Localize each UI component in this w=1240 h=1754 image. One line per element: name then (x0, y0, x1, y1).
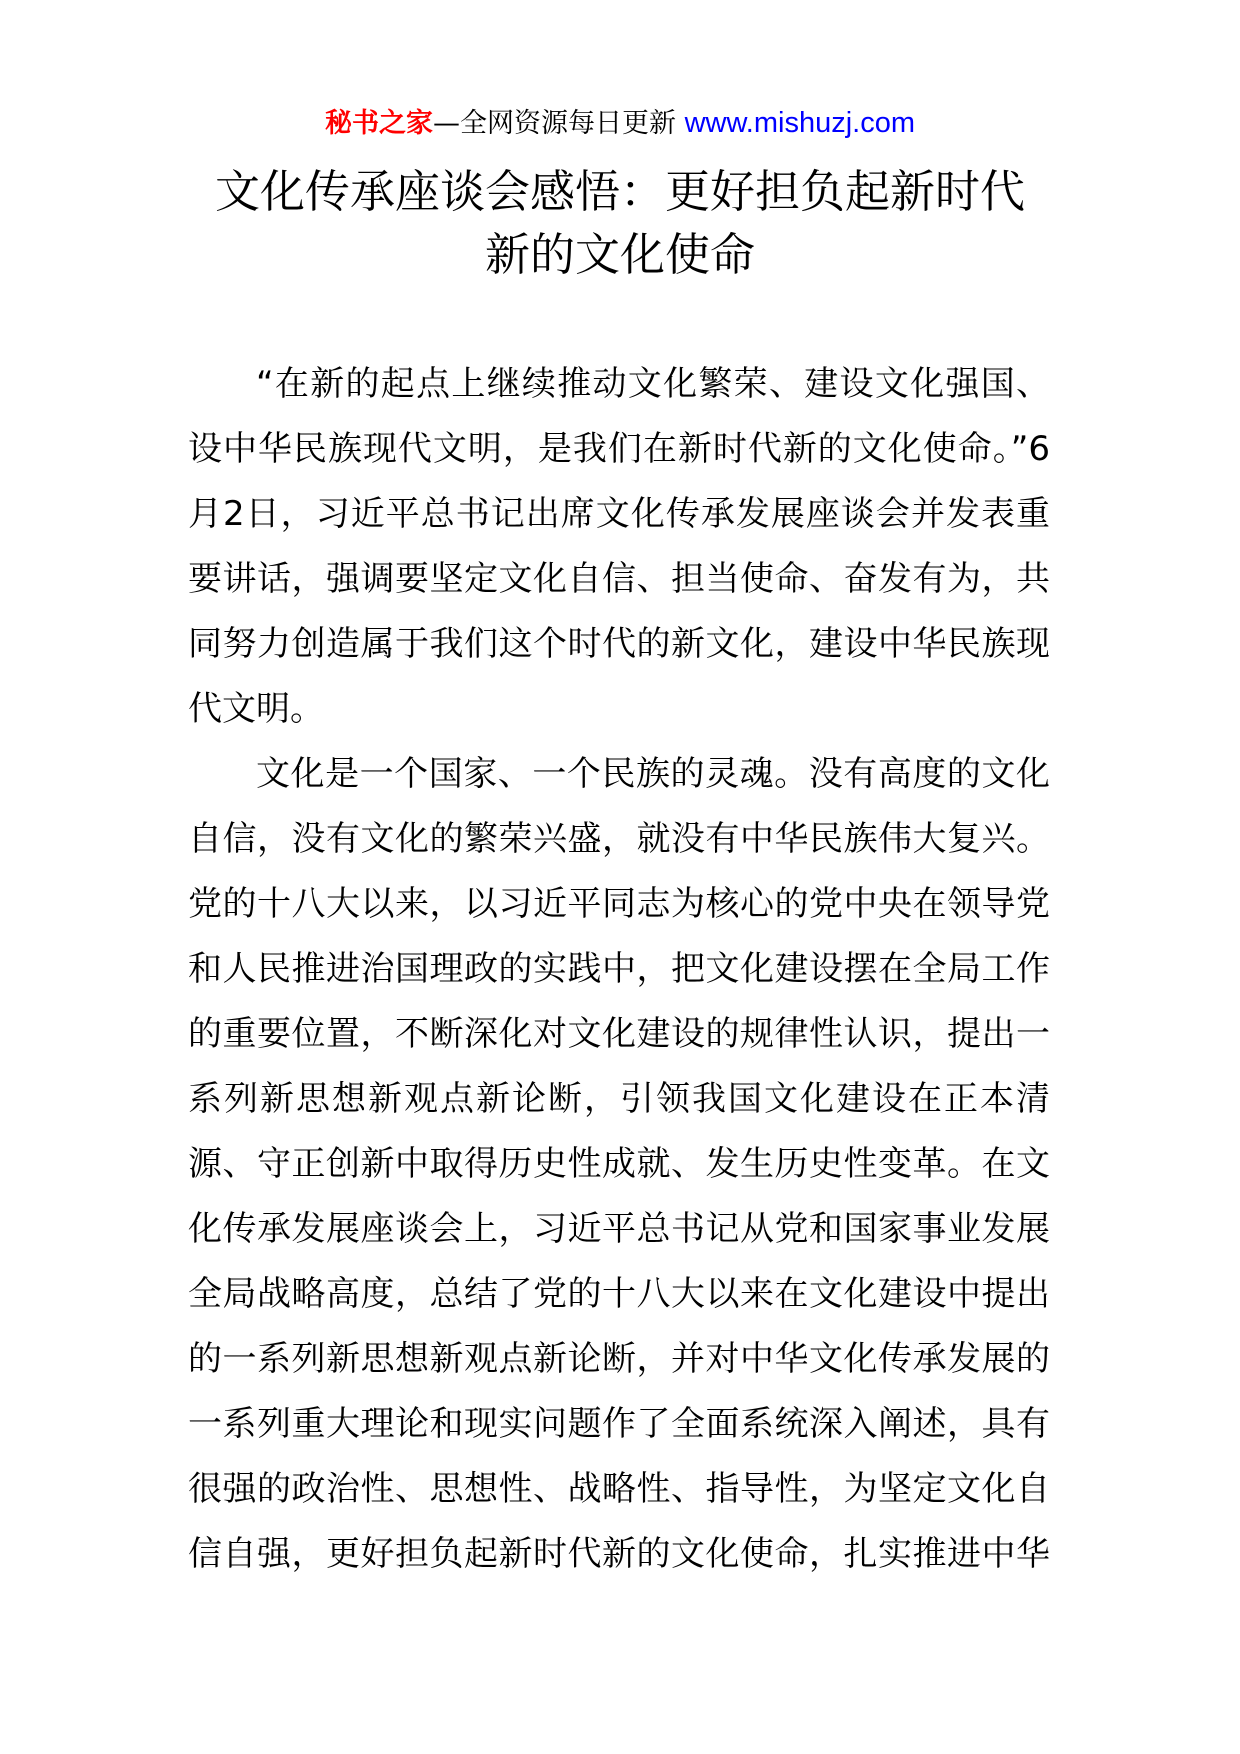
document-title (0, 160, 1240, 286)
body-line: 设中华民族现代文明，是我们在新时代新的文化使命。”6 (188, 429, 1050, 469)
body-line: 很强的政治性、思想性、战略性、指导性，为坚定文化自 (188, 1469, 1050, 1509)
body-line: 全局战略高度，总结了党的十八大以来在文化建设中提出 (188, 1274, 1050, 1314)
body-line: 的重要位置，不断深化对文化建设的规律性认识，提出一 (188, 1014, 1050, 1054)
body-line: 自信，没有文化的繁荣兴盛，就没有中华民族伟大复兴。 (188, 819, 1050, 859)
paragraph (188, 742, 1050, 1587)
body-line: 党的十八大以来，以习近平同志为核心的党中央在领导党 (188, 884, 1050, 924)
site-header (0, 103, 1240, 143)
body-line: 代文明。 (188, 689, 324, 729)
body-line: “在新的起点上继续推动文化繁荣、建设文化强国、 (256, 364, 1050, 404)
body-line: 月2日，习近平总书记出席文化传承发展座谈会并发表重 (188, 494, 1050, 534)
title-line: 新的文化使命 (484, 228, 755, 281)
document-body (188, 352, 1050, 1587)
body-line: 要讲话，强调要坚定文化自信、担当使命、奋发有为，共 (188, 559, 1050, 599)
body-line: 一系列重大理论和现实问题作了全面系统深入阐述，具有 (188, 1404, 1050, 1444)
body-line: 化传承发展座谈会上，习近平总书记从党和国家事业发展 (188, 1209, 1050, 1249)
body-line: 系列新思想新观点新论断，引领我国文化建设在正本清 (188, 1079, 1050, 1119)
site-brand: 秘书之家 (324, 108, 433, 139)
paragraph (188, 352, 1050, 742)
site-tagline: —全网资源每日更新 (432, 108, 685, 139)
title-line: 文化传承座谈会感悟：更好担负起新时代 (214, 165, 1025, 218)
body-line: 文化是一个国家、一个民族的灵魂。没有高度的文化 (256, 754, 1050, 794)
body-line: 的一系列新思想新观点新论断，并对中华文化传承发展的 (188, 1339, 1050, 1379)
body-line: 源、守正创新中取得历史性成就、发生历史性变革。在文 (188, 1144, 1050, 1184)
body-line: 和人民推进治国理政的实践中，把文化建设摆在全局工作 (188, 949, 1050, 989)
body-line: 信自强，更好担负起新时代新的文化使命，扎实推进中华 (188, 1534, 1050, 1574)
site-url: www.mishuzj.com (684, 107, 916, 139)
body-line: 同努力创造属于我们这个时代的新文化，建设中华民族现 (188, 624, 1050, 664)
